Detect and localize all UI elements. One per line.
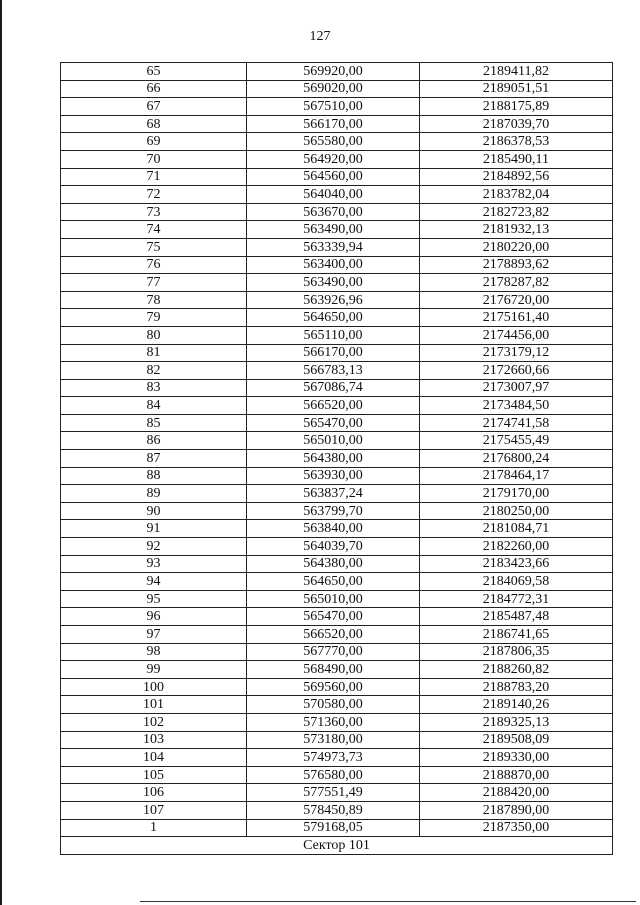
point-number-cell: 1 [61, 819, 247, 837]
y-coordinate-cell: 2188783,20 [420, 678, 613, 696]
y-coordinate-cell: 2185487,48 [420, 608, 613, 626]
point-number-cell: 95 [61, 590, 247, 608]
x-coordinate-cell: 577551,49 [247, 784, 420, 802]
table-row [61, 590, 613, 608]
table-row [61, 696, 613, 714]
x-coordinate-cell: 564650,00 [247, 573, 420, 591]
bottom-rule [140, 901, 636, 902]
point-number-cell: 90 [61, 502, 247, 520]
x-coordinate-cell: 565470,00 [247, 608, 420, 626]
point-number-cell: 80 [61, 326, 247, 344]
table-row [61, 168, 613, 186]
y-coordinate-cell: 2189140,26 [420, 696, 613, 714]
x-coordinate-cell: 566520,00 [247, 397, 420, 415]
point-number-cell: 91 [61, 520, 247, 538]
point-number-cell: 85 [61, 414, 247, 432]
point-number-cell: 82 [61, 362, 247, 380]
x-coordinate-cell: 563930,00 [247, 467, 420, 485]
x-coordinate-cell: 564560,00 [247, 168, 420, 186]
x-coordinate-cell: 566170,00 [247, 115, 420, 133]
y-coordinate-cell: 2173179,12 [420, 344, 613, 362]
x-coordinate-cell: 573180,00 [247, 731, 420, 749]
table-row [61, 256, 613, 274]
point-number-cell: 97 [61, 626, 247, 644]
point-number-cell: 88 [61, 467, 247, 485]
point-number-cell: 84 [61, 397, 247, 415]
table-row [61, 98, 613, 116]
y-coordinate-cell: 2182723,82 [420, 203, 613, 221]
x-coordinate-cell: 563339,94 [247, 238, 420, 256]
point-number-cell: 72 [61, 186, 247, 204]
y-coordinate-cell: 2173484,50 [420, 397, 613, 415]
point-number-cell: 106 [61, 784, 247, 802]
table-row [61, 573, 613, 591]
y-coordinate-cell: 2173007,97 [420, 379, 613, 397]
table-row [61, 203, 613, 221]
point-number-cell: 102 [61, 713, 247, 731]
y-coordinate-cell: 2172660,66 [420, 362, 613, 380]
point-number-cell: 89 [61, 485, 247, 503]
x-coordinate-cell: 563840,00 [247, 520, 420, 538]
y-coordinate-cell: 2189051,51 [420, 80, 613, 98]
y-coordinate-cell: 2176800,24 [420, 450, 613, 468]
y-coordinate-cell: 2178893,62 [420, 256, 613, 274]
point-number-cell: 99 [61, 661, 247, 679]
y-coordinate-cell: 2174741,58 [420, 414, 613, 432]
point-number-cell: 98 [61, 643, 247, 661]
x-coordinate-cell: 565580,00 [247, 133, 420, 151]
x-coordinate-cell: 564650,00 [247, 309, 420, 327]
coordinates-table [60, 62, 613, 855]
x-coordinate-cell: 576580,00 [247, 766, 420, 784]
y-coordinate-cell: 2189411,82 [420, 63, 613, 81]
point-number-cell: 71 [61, 168, 247, 186]
x-coordinate-cell: 563490,00 [247, 221, 420, 239]
point-number-cell: 92 [61, 538, 247, 556]
y-coordinate-cell: 2175455,49 [420, 432, 613, 450]
x-coordinate-cell: 566783,13 [247, 362, 420, 380]
y-coordinate-cell: 2180250,00 [420, 502, 613, 520]
y-coordinate-cell: 2181932,13 [420, 221, 613, 239]
x-coordinate-cell: 574973,73 [247, 749, 420, 767]
x-coordinate-cell: 567770,00 [247, 643, 420, 661]
table-row [61, 713, 613, 731]
table-row [61, 555, 613, 573]
point-number-cell: 76 [61, 256, 247, 274]
table-row [61, 309, 613, 327]
y-coordinate-cell: 2188260,82 [420, 661, 613, 679]
x-coordinate-cell: 563670,00 [247, 203, 420, 221]
table-row [61, 450, 613, 468]
table-row [61, 379, 613, 397]
table-row [61, 414, 613, 432]
x-coordinate-cell: 571360,00 [247, 713, 420, 731]
table-row [61, 115, 613, 133]
point-number-cell: 104 [61, 749, 247, 767]
point-number-cell: 101 [61, 696, 247, 714]
y-coordinate-cell: 2187039,70 [420, 115, 613, 133]
x-coordinate-cell: 563837,24 [247, 485, 420, 503]
point-number-cell: 74 [61, 221, 247, 239]
table-row [61, 186, 613, 204]
point-number-cell: 75 [61, 238, 247, 256]
point-number-cell: 94 [61, 573, 247, 591]
y-coordinate-cell: 2180220,00 [420, 238, 613, 256]
table-row [61, 221, 613, 239]
table-row [61, 819, 613, 837]
y-coordinate-cell: 2181084,71 [420, 520, 613, 538]
x-coordinate-cell: 570580,00 [247, 696, 420, 714]
x-coordinate-cell: 563490,00 [247, 274, 420, 292]
x-coordinate-cell: 569560,00 [247, 678, 420, 696]
y-coordinate-cell: 2189508,09 [420, 731, 613, 749]
x-coordinate-cell: 563799,70 [247, 502, 420, 520]
table-row [61, 291, 613, 309]
point-number-cell: 69 [61, 133, 247, 151]
table-row [61, 80, 613, 98]
y-coordinate-cell: 2174456,00 [420, 326, 613, 344]
y-coordinate-cell: 2186741,65 [420, 626, 613, 644]
point-number-cell: 87 [61, 450, 247, 468]
x-coordinate-cell: 565110,00 [247, 326, 420, 344]
point-number-cell: 100 [61, 678, 247, 696]
y-coordinate-cell: 2188175,89 [420, 98, 613, 116]
table-row [61, 485, 613, 503]
y-coordinate-cell: 2187350,00 [420, 819, 613, 837]
point-number-cell: 83 [61, 379, 247, 397]
table-row [61, 801, 613, 819]
point-number-cell: 103 [61, 731, 247, 749]
table-row [61, 344, 613, 362]
x-coordinate-cell: 566170,00 [247, 344, 420, 362]
x-coordinate-cell: 568490,00 [247, 661, 420, 679]
table-row [61, 749, 613, 767]
table-row [61, 432, 613, 450]
point-number-cell: 78 [61, 291, 247, 309]
x-coordinate-cell: 564380,00 [247, 555, 420, 573]
table-row [61, 784, 613, 802]
table-row [61, 678, 613, 696]
section-label: Сектор 101 [61, 837, 613, 855]
y-coordinate-cell: 2188420,00 [420, 784, 613, 802]
table-row [61, 626, 613, 644]
y-coordinate-cell: 2186378,53 [420, 133, 613, 151]
x-coordinate-cell: 569020,00 [247, 80, 420, 98]
x-coordinate-cell: 564380,00 [247, 450, 420, 468]
table-row [61, 150, 613, 168]
point-number-cell: 73 [61, 203, 247, 221]
point-number-cell: 107 [61, 801, 247, 819]
y-coordinate-cell: 2182260,00 [420, 538, 613, 556]
point-number-cell: 77 [61, 274, 247, 292]
y-coordinate-cell: 2189330,00 [420, 749, 613, 767]
coordinates-table-body [61, 63, 613, 855]
y-coordinate-cell: 2178287,82 [420, 274, 613, 292]
page-number: 127 [309, 29, 331, 44]
y-coordinate-cell: 2178464,17 [420, 467, 613, 485]
table-row [61, 520, 613, 538]
point-number-cell: 96 [61, 608, 247, 626]
y-coordinate-cell: 2188870,00 [420, 766, 613, 784]
table-row [61, 502, 613, 520]
point-number-cell: 66 [61, 80, 247, 98]
x-coordinate-cell: 564040,00 [247, 186, 420, 204]
x-coordinate-cell: 563400,00 [247, 256, 420, 274]
table-row [61, 397, 613, 415]
table-row [61, 326, 613, 344]
point-number-cell: 79 [61, 309, 247, 327]
scan-left-edge [0, 0, 2, 905]
point-number-cell: 81 [61, 344, 247, 362]
table-row [61, 661, 613, 679]
x-coordinate-cell: 565470,00 [247, 414, 420, 432]
x-coordinate-cell: 563926,96 [247, 291, 420, 309]
y-coordinate-cell: 2176720,00 [420, 291, 613, 309]
point-number-cell: 68 [61, 115, 247, 133]
table-row [61, 63, 613, 81]
y-coordinate-cell: 2189325,13 [420, 713, 613, 731]
table-row [61, 538, 613, 556]
y-coordinate-cell: 2187890,00 [420, 801, 613, 819]
point-number-cell: 70 [61, 150, 247, 168]
point-number-cell: 93 [61, 555, 247, 573]
y-coordinate-cell: 2185490,11 [420, 150, 613, 168]
table-row [61, 643, 613, 661]
y-coordinate-cell: 2179170,00 [420, 485, 613, 503]
point-number-cell: 105 [61, 766, 247, 784]
x-coordinate-cell: 569920,00 [247, 63, 420, 81]
x-coordinate-cell: 564039,70 [247, 538, 420, 556]
x-coordinate-cell: 566520,00 [247, 626, 420, 644]
table-row [61, 274, 613, 292]
x-coordinate-cell: 567086,74 [247, 379, 420, 397]
point-number-cell: 86 [61, 432, 247, 450]
table-row [61, 238, 613, 256]
table-row [61, 467, 613, 485]
table-row [61, 133, 613, 151]
table-row [61, 608, 613, 626]
x-coordinate-cell: 565010,00 [247, 590, 420, 608]
y-coordinate-cell: 2187806,35 [420, 643, 613, 661]
y-coordinate-cell: 2183782,04 [420, 186, 613, 204]
y-coordinate-cell: 2184069,58 [420, 573, 613, 591]
y-coordinate-cell: 2184892,56 [420, 168, 613, 186]
point-number-cell: 67 [61, 98, 247, 116]
y-coordinate-cell: 2184772,31 [420, 590, 613, 608]
y-coordinate-cell: 2175161,40 [420, 309, 613, 327]
point-number-cell: 65 [61, 63, 247, 81]
y-coordinate-cell: 2183423,66 [420, 555, 613, 573]
x-coordinate-cell: 565010,00 [247, 432, 420, 450]
table-row [61, 362, 613, 380]
x-coordinate-cell: 578450,89 [247, 801, 420, 819]
table-row [61, 766, 613, 784]
section-row [61, 837, 613, 855]
x-coordinate-cell: 564920,00 [247, 150, 420, 168]
table-row [61, 731, 613, 749]
x-coordinate-cell: 567510,00 [247, 98, 420, 116]
x-coordinate-cell: 579168,05 [247, 819, 420, 837]
